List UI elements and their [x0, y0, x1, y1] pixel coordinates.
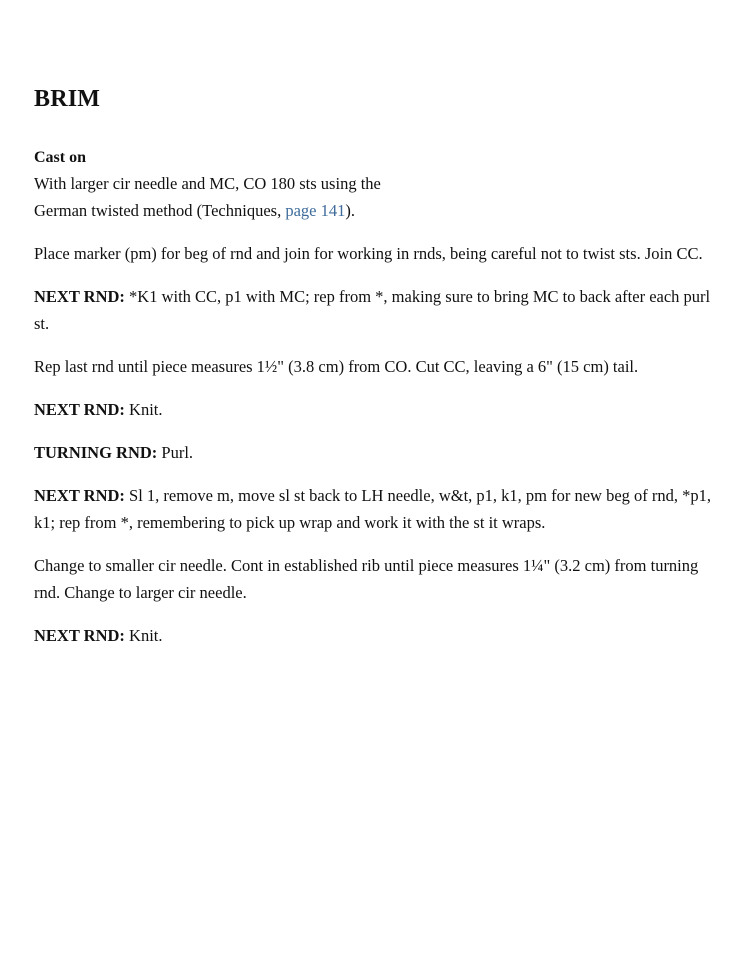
- cast-on-heading: Cast on: [34, 149, 87, 166]
- place-marker-paragraph: Place marker (pm) for beg of rnd and join for working in rnds, being careful not to twist sts. Join CC.: [34, 244, 703, 263]
- techniques-page-link[interactable]: page 141: [285, 201, 346, 220]
- change-needle-paragraph: Change to smaller cir needle. Cont in established rib until piece measures 1¼" (3.2 cm) from turning rnd. Change to larger cir needle.: [34, 556, 699, 602]
- turning-rnd-paragraph: [34, 439, 714, 466]
- next-rnd-paragraph-3: [34, 482, 714, 536]
- instruction-label: NEXT RND:: [34, 400, 125, 419]
- instruction-text: *K1 with CC, p1 with MC; rep from *, making sure to bring MC to back after each purl st.: [34, 287, 711, 333]
- rep-last-rnd-paragraph: Rep last rnd until piece measures 1½" (3.8 cm) from CO. Cut CC, leaving a 6" (15 cm) tail.: [34, 357, 639, 376]
- next-rnd-paragraph-1: [34, 283, 714, 337]
- next-rnd-paragraph-4: [34, 622, 714, 649]
- instruction-text: Purl.: [157, 443, 194, 462]
- next-rnd-paragraph-2: [34, 396, 714, 423]
- instruction-label: NEXT RND:: [34, 486, 125, 505]
- instruction-label: TURNING RND:: [34, 443, 158, 462]
- instruction-text: Sl 1, remove m, move sl st back to LH needle, w&t, p1, k1, pm for new beg of rnd, *p1, k1; rep from *, remembering to pick up wrap and work it with the st it wraps.: [34, 486, 712, 532]
- cast-on-line2-post: ).: [345, 201, 355, 220]
- instruction-label: NEXT RND:: [34, 287, 125, 306]
- cast-on-line1: With larger cir needle and MC, CO 180 sts using the: [34, 174, 381, 193]
- instruction-text: Knit.: [124, 626, 163, 645]
- document-page: [34, 84, 714, 649]
- instruction-text: Knit.: [124, 400, 163, 419]
- cast-on-paragraph: [34, 170, 714, 224]
- instruction-label: NEXT RND:: [34, 626, 125, 645]
- cast-on-line2-pre: German twisted method (Techniques,: [34, 201, 286, 220]
- section-title: BRIM: [34, 86, 101, 112]
